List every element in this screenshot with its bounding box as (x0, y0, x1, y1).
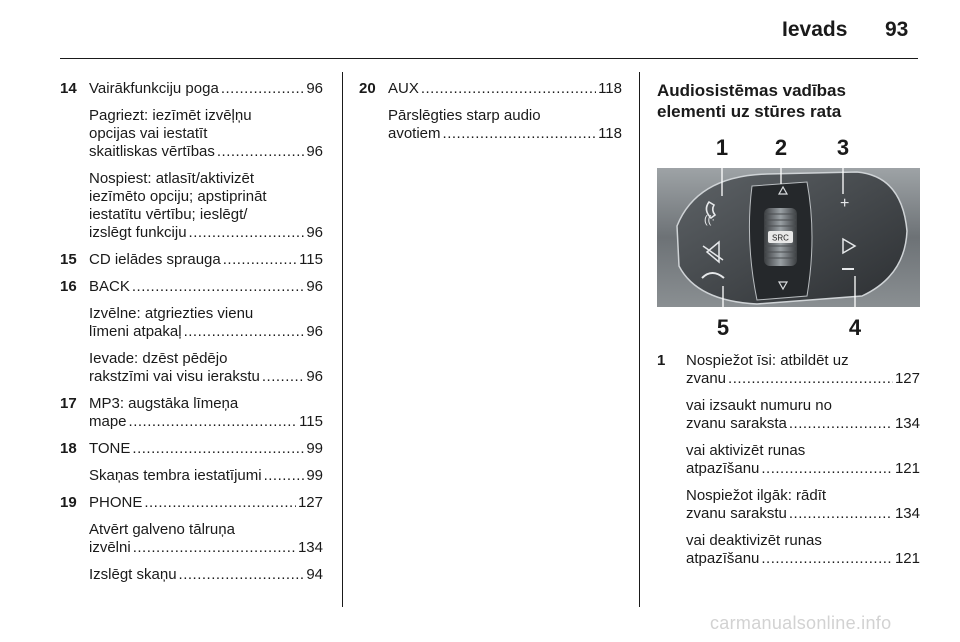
callout-2: 2 (774, 136, 788, 160)
paragraph-gap (686, 523, 920, 532)
index-entry (60, 278, 323, 386)
index-entry (60, 440, 323, 485)
entry-text: skaitliskas vērtības (89, 143, 215, 160)
index-entry (60, 80, 323, 242)
page-reference: 121 (894, 460, 920, 477)
page-reference: 134 (894, 415, 920, 432)
paragraph-gap (686, 478, 920, 487)
entry-line (686, 442, 920, 460)
page-reference: 96 (306, 224, 323, 241)
entry-line (89, 224, 323, 242)
entry-number: 1 (657, 352, 666, 369)
leader-dots (789, 505, 893, 523)
paragraph-gap (89, 341, 323, 350)
leader-dots (761, 550, 893, 568)
index-entry (60, 251, 323, 269)
entry-text: zvanu sarakstu (686, 505, 787, 522)
watermark: carmanualsonline.info (710, 613, 892, 633)
index-entry (657, 352, 920, 568)
entry-line (89, 251, 323, 269)
entry-text: MP3: augstāka līmeņa (89, 395, 239, 412)
paragraph-gap (686, 433, 920, 442)
entry-line (89, 467, 323, 485)
page-reference: 96 (306, 80, 323, 97)
entry-text: Vairākfunkciju poga (89, 80, 219, 97)
entry-number: 19 (60, 494, 77, 511)
entry-text: iezīmēto opciju; apstiprināt (89, 188, 267, 205)
leader-dots (189, 224, 305, 242)
entry-text: Pagriezt: iezīmēt izvēļņu (89, 107, 252, 124)
entry-text: līmeni atpakaļ (89, 323, 182, 340)
entry-line (686, 532, 920, 550)
entry-text: TONE (89, 440, 131, 457)
page-reference: 96 (306, 143, 323, 160)
entry-text: Skaņas tembra iestatījumi (89, 467, 262, 484)
section-heading: Audiosistēmas vadības elementi uz stūres rata (657, 81, 846, 121)
entry-line (388, 125, 622, 143)
entry-line (686, 505, 920, 523)
entry-text: atpazīšanu (686, 460, 760, 477)
entry-number: 16 (60, 278, 77, 295)
callout-3: 3 (836, 136, 850, 160)
entry-line (89, 305, 323, 323)
leader-dots (264, 467, 305, 485)
entry-line (89, 80, 323, 98)
column-right (657, 352, 920, 568)
entry-line (89, 440, 323, 458)
leader-dots (221, 80, 305, 98)
entry-text: izslēgt funkciju (89, 224, 187, 241)
page-reference: 134 (894, 505, 920, 522)
entry-text: PHONE (89, 494, 143, 511)
page-reference: 99 (306, 440, 323, 457)
entry-line (89, 539, 323, 557)
entry-text: mape (89, 413, 127, 430)
entry-line (89, 125, 323, 143)
leader-dots (761, 460, 893, 478)
entry-text: iestatītu vērtību; ieslēgt/ (89, 206, 248, 223)
leader-dots (262, 368, 304, 386)
leader-dots (179, 566, 305, 584)
entry-text: izvēlni (89, 539, 131, 556)
entry-text: opcijas vai iestatīt (89, 125, 208, 142)
page-reference: 96 (306, 278, 323, 295)
page-reference: 115 (299, 251, 323, 268)
entry-number: 14 (60, 80, 77, 97)
column-divider-1 (342, 72, 343, 607)
entry-number: 15 (60, 251, 77, 268)
entry-line (686, 487, 920, 505)
voice-icon: ((· (704, 214, 715, 226)
leader-dots (217, 143, 304, 161)
entry-text: AUX (388, 80, 419, 97)
entry-text: zvanu (686, 370, 727, 387)
paragraph-gap (89, 98, 323, 107)
page-reference: 96 (306, 323, 323, 340)
leader-dots (144, 494, 296, 512)
entry-text: Izvēlne: atgriezties vienu (89, 305, 254, 322)
entry-line (686, 415, 920, 433)
leader-dots (132, 278, 304, 296)
entry-text: Nospiežot īsi: atbildēt uz (686, 352, 849, 369)
entry-text: Izslēgt skaņu (89, 566, 177, 583)
entry-number: 20 (359, 80, 376, 97)
steering-wheel-controls-figure (657, 136, 920, 342)
entry-text: Atvērt galveno tālruņa (89, 521, 235, 538)
entry-text: BACK (89, 278, 130, 295)
page-reference: 115 (299, 413, 323, 430)
page-number: 93 (885, 18, 909, 41)
entry-number: 17 (60, 395, 77, 412)
entry-text: vai aktivizēt runas (686, 442, 806, 459)
leader-dots (184, 323, 305, 341)
paragraph-gap (89, 557, 323, 566)
entry-line (89, 143, 323, 161)
entry-line (89, 188, 323, 206)
page-reference: 134 (297, 539, 323, 556)
entry-line (89, 206, 323, 224)
entry-line (686, 352, 920, 370)
header-divider (60, 58, 918, 59)
entry-line (89, 494, 323, 512)
page-reference: 127 (894, 370, 920, 387)
entry-text: zvanu saraksta (686, 415, 787, 432)
entry-line (89, 395, 323, 413)
paragraph-gap (686, 388, 920, 397)
entry-line (388, 80, 622, 98)
entry-line (686, 550, 920, 568)
entry-text: vai izsaukt numuru no (686, 397, 832, 414)
column-middle (359, 80, 622, 143)
index-entry (60, 494, 323, 584)
entry-line (89, 521, 323, 539)
entry-text: CD ielādes sprauga (89, 251, 221, 268)
entry-line (89, 413, 323, 431)
paragraph-gap (388, 98, 622, 107)
page-reference: 96 (306, 368, 323, 385)
entry-text: Nospiežot ilgāk: rādīt (686, 487, 827, 504)
volume-up-icon: + (840, 195, 850, 212)
entry-text: Ievade: dzēst pēdējo (89, 350, 228, 367)
entry-line (89, 566, 323, 584)
page-reference: 118 (598, 125, 622, 142)
entry-line (89, 170, 323, 188)
column-divider-2 (639, 72, 640, 607)
callout-4: 4 (848, 315, 862, 340)
page-reference: 118 (598, 80, 622, 97)
callout-1: 1 (715, 136, 729, 160)
entry-line (89, 350, 323, 368)
entry-line (89, 107, 323, 125)
svg-text:SRC: SRC (772, 233, 789, 243)
page-reference: 94 (306, 566, 323, 583)
entry-line (686, 397, 920, 415)
paragraph-gap (89, 161, 323, 170)
entry-text: avotiem (388, 125, 441, 142)
entry-text: Nospiest: atlasīt/aktivizēt (89, 170, 255, 187)
entry-text: vai deaktivizēt runas (686, 532, 822, 549)
leader-dots (132, 440, 304, 458)
leader-dots (728, 370, 893, 388)
leader-dots (443, 125, 597, 143)
index-entry (359, 80, 622, 143)
entry-line (686, 370, 920, 388)
leader-dots (223, 251, 297, 269)
entry-number: 18 (60, 440, 77, 457)
entry-line (89, 323, 323, 341)
entry-text: rakstzīmi vai visu ierakstu (89, 368, 260, 385)
paragraph-gap (89, 512, 323, 521)
entry-line (89, 368, 323, 386)
paragraph-gap (89, 296, 323, 305)
entry-line (388, 107, 622, 125)
leader-dots (421, 80, 596, 98)
page-reference: 127 (297, 494, 323, 511)
column-left (60, 80, 323, 584)
leader-dots (129, 413, 298, 431)
index-entry (60, 395, 323, 431)
page-reference: 99 (306, 467, 323, 484)
page-reference: 121 (894, 550, 920, 567)
leader-dots (789, 415, 893, 433)
paragraph-gap (89, 458, 323, 467)
leader-dots (133, 539, 296, 557)
entry-text: atpazīšanu (686, 550, 760, 567)
entry-line (89, 278, 323, 296)
entry-text: Pārslēgties starp audio (388, 107, 541, 124)
callout-5: 5 (716, 315, 730, 340)
chapter-title: Ievads (782, 18, 848, 41)
entry-line (686, 460, 920, 478)
